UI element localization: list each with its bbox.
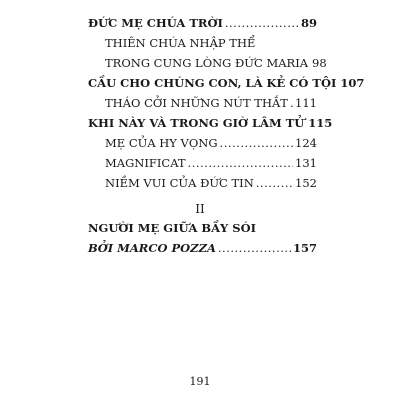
toc-entry-page: 152 (295, 176, 317, 190)
toc-entry-label: TRONG CUNG LÒNG ĐỨC MARIA (105, 56, 309, 70)
dot-leader (225, 16, 299, 30)
toc-entry-page: 157 (292, 241, 317, 255)
toc-entry-page: 131 (295, 156, 317, 170)
section-numeral: II (195, 202, 205, 216)
toc-entry-page: 98 (312, 56, 327, 70)
toc-entry-page: 111 (295, 96, 317, 110)
dot-leader (220, 136, 294, 150)
toc-entry-page: 124 (295, 136, 317, 150)
toc-entry-khi-nay (88, 116, 333, 130)
section-title-text: NGƯỜI MẸ GIỮA BẦY SÓI (88, 221, 256, 235)
toc-entry-duc-me-chua-troi (88, 16, 317, 30)
toc-entry-label: MẸ CỦA HY VỌNG (105, 136, 218, 150)
toc-entry-thao-coi (105, 96, 317, 110)
toc-entry-label: KHI NÀY VÀ TRONG GIỜ LÂM TỬ (88, 116, 305, 130)
toc-entry-label: BỞI MARCO POZZA (88, 241, 216, 255)
toc-entry-thien-chua-nhap-the (105, 36, 255, 50)
toc-entry-label: MAGNIFICAT (105, 156, 186, 170)
dot-leader (218, 241, 291, 255)
toc-entry-magnificat (105, 156, 317, 170)
dot-leader (290, 96, 293, 110)
dot-leader (188, 156, 294, 170)
toc-entry-page: 115 (308, 116, 333, 130)
toc-entry-page: 107 (340, 76, 365, 90)
toc-entry-cau-cho-chung-con (88, 76, 365, 90)
page-number: 191 (189, 375, 211, 388)
toc-entry-boi-marco-pozza (88, 241, 317, 255)
toc-entry-label: THIÊN CHÚA NHẬP THỂ (105, 36, 256, 50)
section-title (88, 221, 256, 235)
toc-entry-label: CẦU CHO CHÚNG CON, LÀ KẺ CÓ TỘI (88, 76, 337, 90)
toc-entry-label: ĐỨC MẸ CHÚA TRỜI (88, 16, 223, 30)
toc-entry-niem-vui (105, 176, 317, 190)
toc-entry-me-cua-hy-vong (105, 136, 317, 150)
toc-entry-label: THÁO CỞI NHỮNG NÚT THẮT (105, 96, 288, 110)
dot-leader (256, 176, 293, 190)
toc-entry-trong-cung-long (105, 56, 327, 70)
toc-entry-label: NIỀM VUI CỦA ĐỨC TIN (105, 176, 254, 190)
toc-entry-page: 89 (300, 16, 317, 30)
